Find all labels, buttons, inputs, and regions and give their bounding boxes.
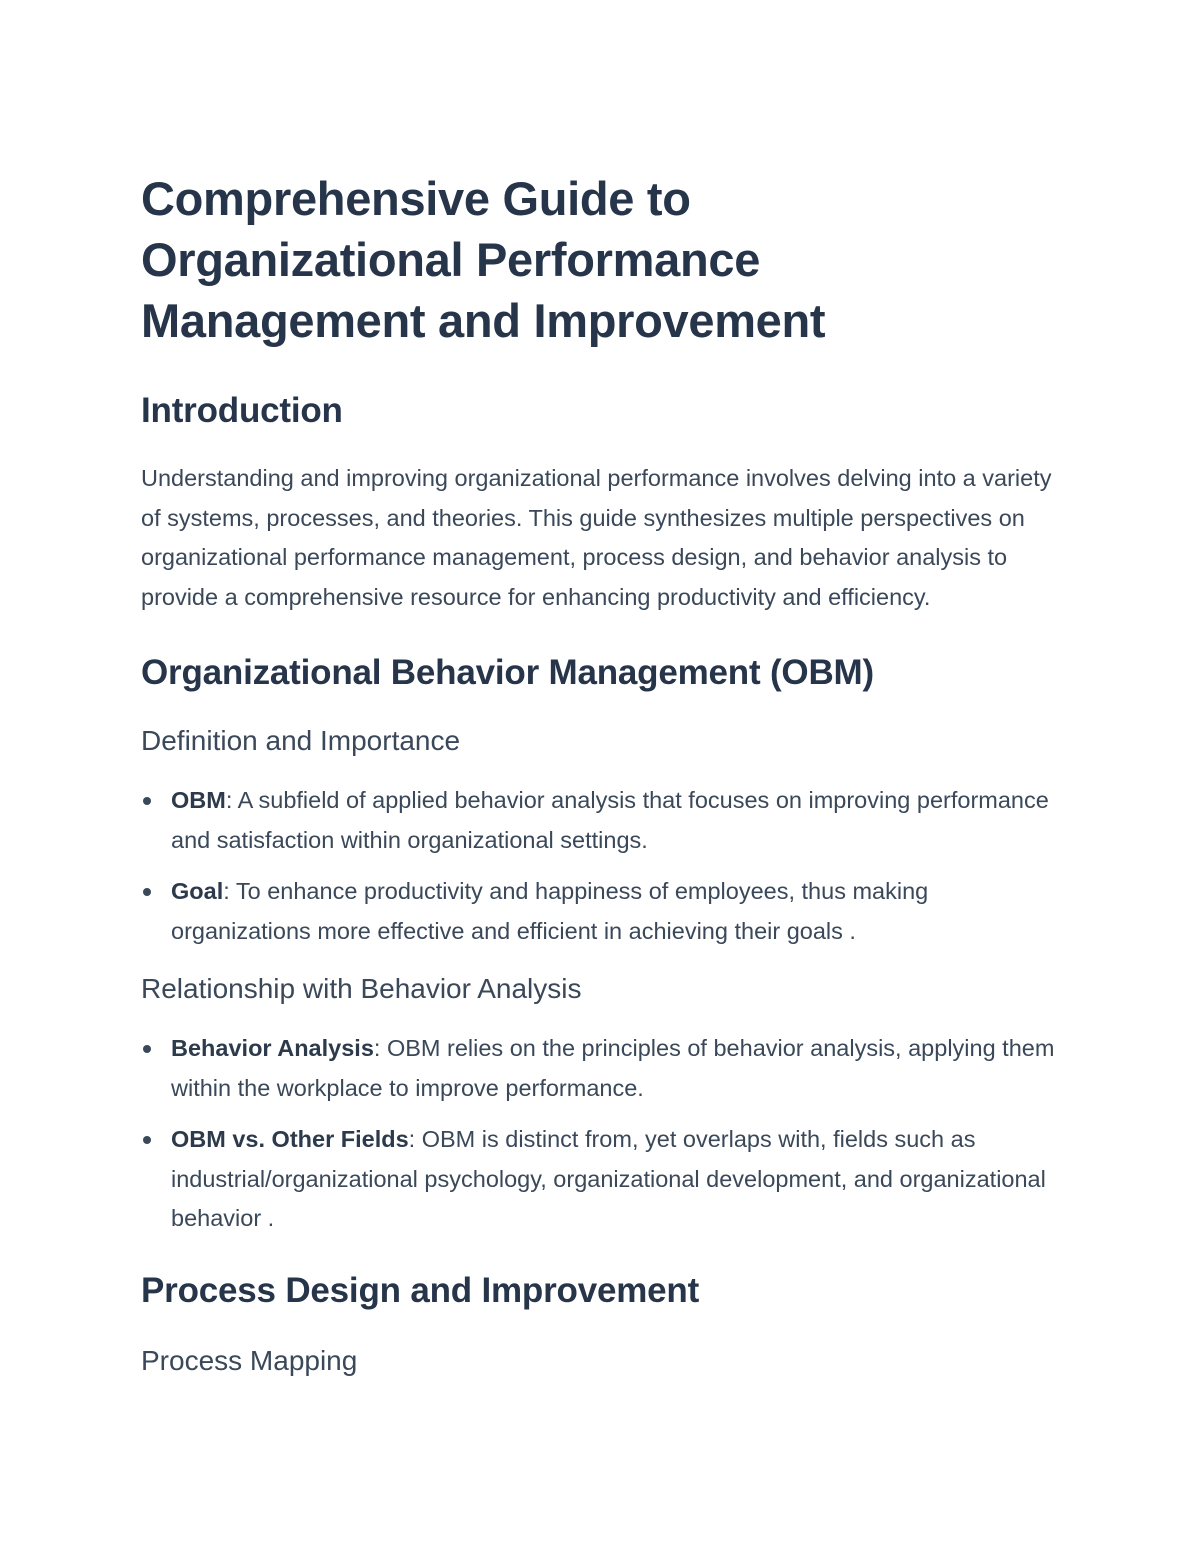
- introduction-paragraph: Understanding and improving organizational performance involves delving into a variety of systems, processes, and theories. This guide synthesizes multiple perspectives on organizational performance management, process design, and behavior analysis to provide a comprehensive resource for enhancing productivity and efficiency.: [141, 465, 1052, 610]
- list-item-text: : To enhance productivity and happiness of employees, thus making organizations more effective and efficient in achieving their goals .: [171, 878, 929, 944]
- list-item-term: OBM: [171, 787, 226, 813]
- list-item: [141, 781, 1060, 860]
- introduction-heading: Introduction: [141, 391, 343, 430]
- list-item: [141, 1120, 1060, 1239]
- process-mapping-subheading: Process Mapping: [141, 1344, 358, 1376]
- bullet-icon: [143, 797, 151, 805]
- list-item-text: : OBM relies on the principles of behavior analysis, applying them within the workplace to improve performance.: [171, 1035, 1055, 1101]
- list-item-term: Behavior Analysis: [171, 1035, 374, 1061]
- title-line-3: Management and Improvement: [141, 294, 826, 347]
- list-item-text: : OBM is distinct from, yet overlaps with, fields such as industrial/organizational psychology, organizational development, and organizational behavior .: [171, 1126, 1046, 1231]
- bullet-icon: [143, 1136, 151, 1144]
- obm-section-heading: Organizational Behavior Management (OBM): [141, 653, 874, 692]
- definition-list: [141, 781, 1060, 951]
- relationship-list: [141, 1029, 1060, 1239]
- bullet-icon: [143, 1045, 151, 1053]
- list-item: [141, 872, 1060, 951]
- page-title: [141, 168, 1060, 351]
- list-item-term: Goal: [171, 878, 224, 904]
- relationship-subheading: Relationship with Behavior Analysis: [141, 973, 582, 1004]
- process-section-heading: Process Design and Improvement: [141, 1270, 700, 1310]
- bullet-icon: [143, 888, 151, 896]
- list-item-term: OBM vs. Other Fields: [171, 1126, 409, 1152]
- list-item-text: : A subfield of applied behavior analysis that focuses on improving performance and satisfaction within organizational settings.: [171, 787, 1049, 853]
- title-line-1: Comprehensive Guide to: [141, 172, 691, 225]
- list-item: [141, 1029, 1060, 1108]
- definition-subheading: Definition and Importance: [141, 725, 461, 756]
- title-line-2: Organizational Performance: [141, 233, 761, 286]
